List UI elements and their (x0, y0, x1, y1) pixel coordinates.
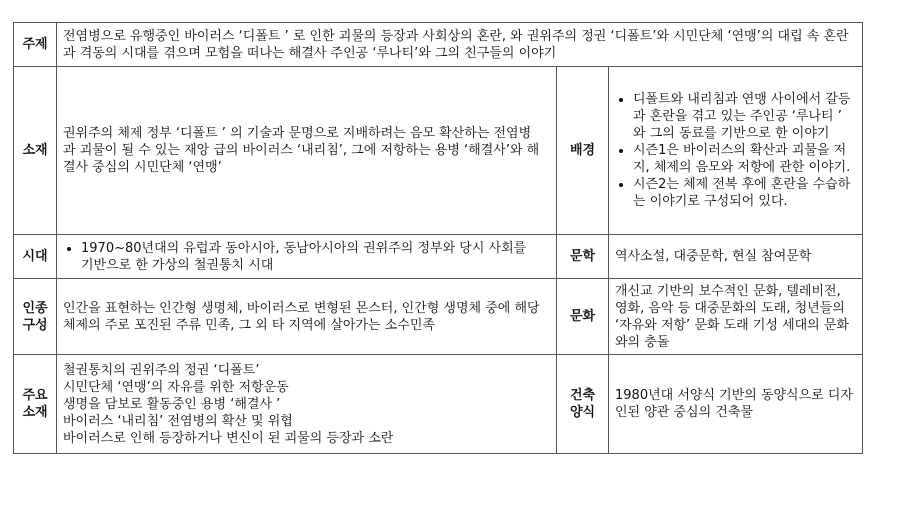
architecture-label: 건축 양식 (557, 355, 609, 454)
table-row (14, 67, 863, 235)
material-text: 권위주의 체제 정부 ‘디폴트 ’ 의 기술과 문명으로 지배하려는 음모 확산하는 전염병과 괴물이 될 수 있는 재앙 급의 바이러스 ‘내리침’, 그에 저항하는 용병 ‘해결사’와 해결사 중심의 시민단체 ‘연맹’ (57, 67, 557, 235)
era-list (63, 240, 542, 274)
architecture-text: 1980년대 서양식 기반의 동양식으로 디자인된 양관 중심의 건축물 (609, 355, 863, 454)
list-item: • 디폴트와 내리침과 연맹 사이에서 갈등과 혼란을 겪고 있는 주인공 ‘루나티 ’ 와 그의 동료를 기반으로 한 이야기 (633, 91, 856, 142)
literature-label: 문학 (557, 235, 609, 279)
table-row (14, 355, 863, 454)
table-row (14, 235, 863, 279)
worldbuilding-table (13, 22, 863, 454)
background-cell (609, 67, 863, 235)
table-row (14, 279, 863, 355)
list-item: • 1970~80년대의 유럽과 동아시아, 동남아시아의 권위주의 정부와 당시 사회를 기반으로 한 가상의 철권통치 시대 (81, 240, 542, 274)
table-row (14, 23, 863, 67)
era-label: 시대 (14, 235, 57, 279)
era-cell (57, 235, 557, 279)
main-material-line: 시민단체 ‘연맹’의 자유를 위한 저항운동 (63, 379, 289, 395)
list-item: • 시즌2는 체제 전복 후에 혼란을 수습하는 이야기로 구성되어 있다. (633, 176, 856, 210)
main-material-line: 바이러스 ‘내리침’ 전염병의 확산 및 위협 (63, 413, 293, 429)
species-label: 인종 구성 (14, 279, 57, 355)
background-list (615, 91, 856, 210)
list-item: • 시즌1은 바이러스의 확산과 괴물을 저지, 체제의 음모와 저항에 관한 이야기. (633, 142, 856, 176)
culture-label: 문화 (557, 279, 609, 355)
main-material-line: 철권통치의 권위주의 정권 ‘디폴트’ (63, 362, 260, 378)
culture-text: 개신교 기반의 보수적인 문화, 텔레비전, 영화, 음악 등 대중문화의 도래, 청년들의 ‘자유와 저항’ 문화 도래 기성 세대의 문화와의 충돌 (609, 279, 863, 355)
material-label: 소재 (14, 67, 57, 235)
theme-label: 주제 (14, 23, 57, 67)
species-text: 인간을 표현하는 인간형 생명체, 바이러스로 변형된 몬스터, 인간형 생명체 중에 해당 체제의 주로 포진된 주류 민족, 그 외 타 지역에 살아가는 소수민족 (57, 279, 557, 355)
literature-text: 역사소설, 대중문학, 현실 참여문학 (609, 235, 863, 279)
main-material-line: 생명을 담보로 활동중인 용병 ‘해결사 ’ (63, 396, 281, 412)
background-label: 배경 (557, 67, 609, 235)
main-material-line: 바이러스로 인해 등장하거나 변신이 된 괴물의 등장과 소란 (63, 430, 394, 446)
theme-text: 전염병으로 유행중인 바이러스 ‘디폴트 ’ 로 인한 괴물의 등장과 사회상의 혼란, 와 권위주의 정권 ‘디폴트’와 시민단체 ‘연맹’의 대립 속 혼란과 격동의 시대를 겪으며 모험을 떠나는 해결사 주인공 ‘루나티’와 그의 친구들의 이야기 (57, 23, 863, 67)
main-material-label: 주요 소재 (14, 355, 57, 454)
main-material-cell (57, 355, 557, 454)
